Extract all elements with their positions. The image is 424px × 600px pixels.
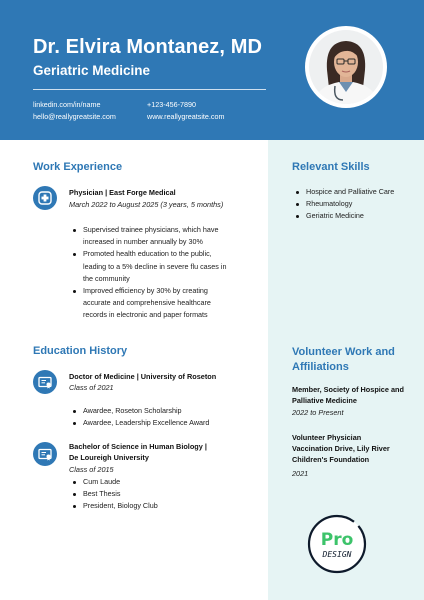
list-item: President, Biology Club [73, 500, 158, 512]
pro-design-logo [305, 512, 369, 576]
volunteer-title-1: Member, Society of Hospice and Palliative Medicine [292, 385, 404, 405]
work-dates: March 2022 to August 2025 (3 years, 5 months) [69, 200, 224, 209]
list-item: Cum Laude [73, 476, 158, 488]
education-bullets-2 [73, 476, 158, 513]
volunteer-date-2: 2021 [292, 469, 309, 478]
candidate-title: Geriatric Medicine [33, 63, 151, 78]
contact-column-right [147, 99, 225, 122]
profile-photo [305, 26, 387, 108]
logo-text-design: DESIGN [322, 550, 352, 559]
skills-list [296, 186, 394, 223]
list-item: Hospice and Palliative Care [296, 186, 394, 198]
medical-cross-icon [33, 186, 57, 210]
volunteer-heading: Volunteer Work and Affiliations [292, 346, 395, 373]
list-item: Awardee, Roseton Scholarship [73, 405, 209, 417]
work-bullets [73, 224, 226, 322]
email-link[interactable]: hello@reallygreatsite.com [33, 111, 116, 121]
header-divider [33, 89, 266, 90]
list-item: Rheumatology [296, 198, 394, 210]
linkedin-link[interactable]: linkedin.com/in/name [33, 100, 101, 109]
doctor-portrait-icon [309, 30, 383, 104]
work-experience-heading: Work Experience [33, 161, 123, 173]
list-item: Geriatric Medicine [296, 210, 394, 222]
education-class-1: Class of 2021 [69, 383, 114, 392]
list-item: Promoted health education to the public, leading to a 5% decline in severe flu cases in the community [73, 248, 226, 285]
list-item: Improved efficiency by 30% by creating accurate and comprehensive healthcare records in electronic and paper formats [73, 285, 226, 322]
list-item: Supervised trainee physicians, which have increased in number annually by 30% [73, 224, 226, 248]
website-link[interactable]: www.reallygreatsite.com [147, 111, 225, 121]
education-degree-1: Doctor of Medicine | University of Roseton [69, 372, 217, 381]
diploma-icon [33, 370, 57, 394]
work-role: Physician | East Forge Medical [69, 188, 176, 197]
list-item: Awardee, Leadership Excellence Award [73, 417, 209, 429]
phone-text: +123-456-7890 [147, 100, 196, 109]
education-heading: Education History [33, 345, 128, 357]
list-item: Best Thesis [73, 488, 158, 500]
volunteer-title-2: Volunteer Physician Vaccination Drive, Lily River Children's Foundation [292, 433, 390, 464]
diploma-icon [33, 442, 57, 466]
education-bullets-1 [73, 405, 209, 429]
contact-column-left [33, 99, 116, 122]
education-degree-2: Bachelor of Science in Human Biology | De Loureigh University [69, 442, 207, 462]
candidate-name: Dr. Elvira Montanez, MD [33, 36, 263, 58]
logo-text-pro: Pro [320, 530, 354, 550]
education-class-2: Class of 2015 [69, 465, 114, 474]
header-banner [0, 0, 424, 140]
volunteer-date-1: 2022 to Present [292, 408, 344, 417]
skills-heading: Relevant Skills [292, 161, 370, 173]
